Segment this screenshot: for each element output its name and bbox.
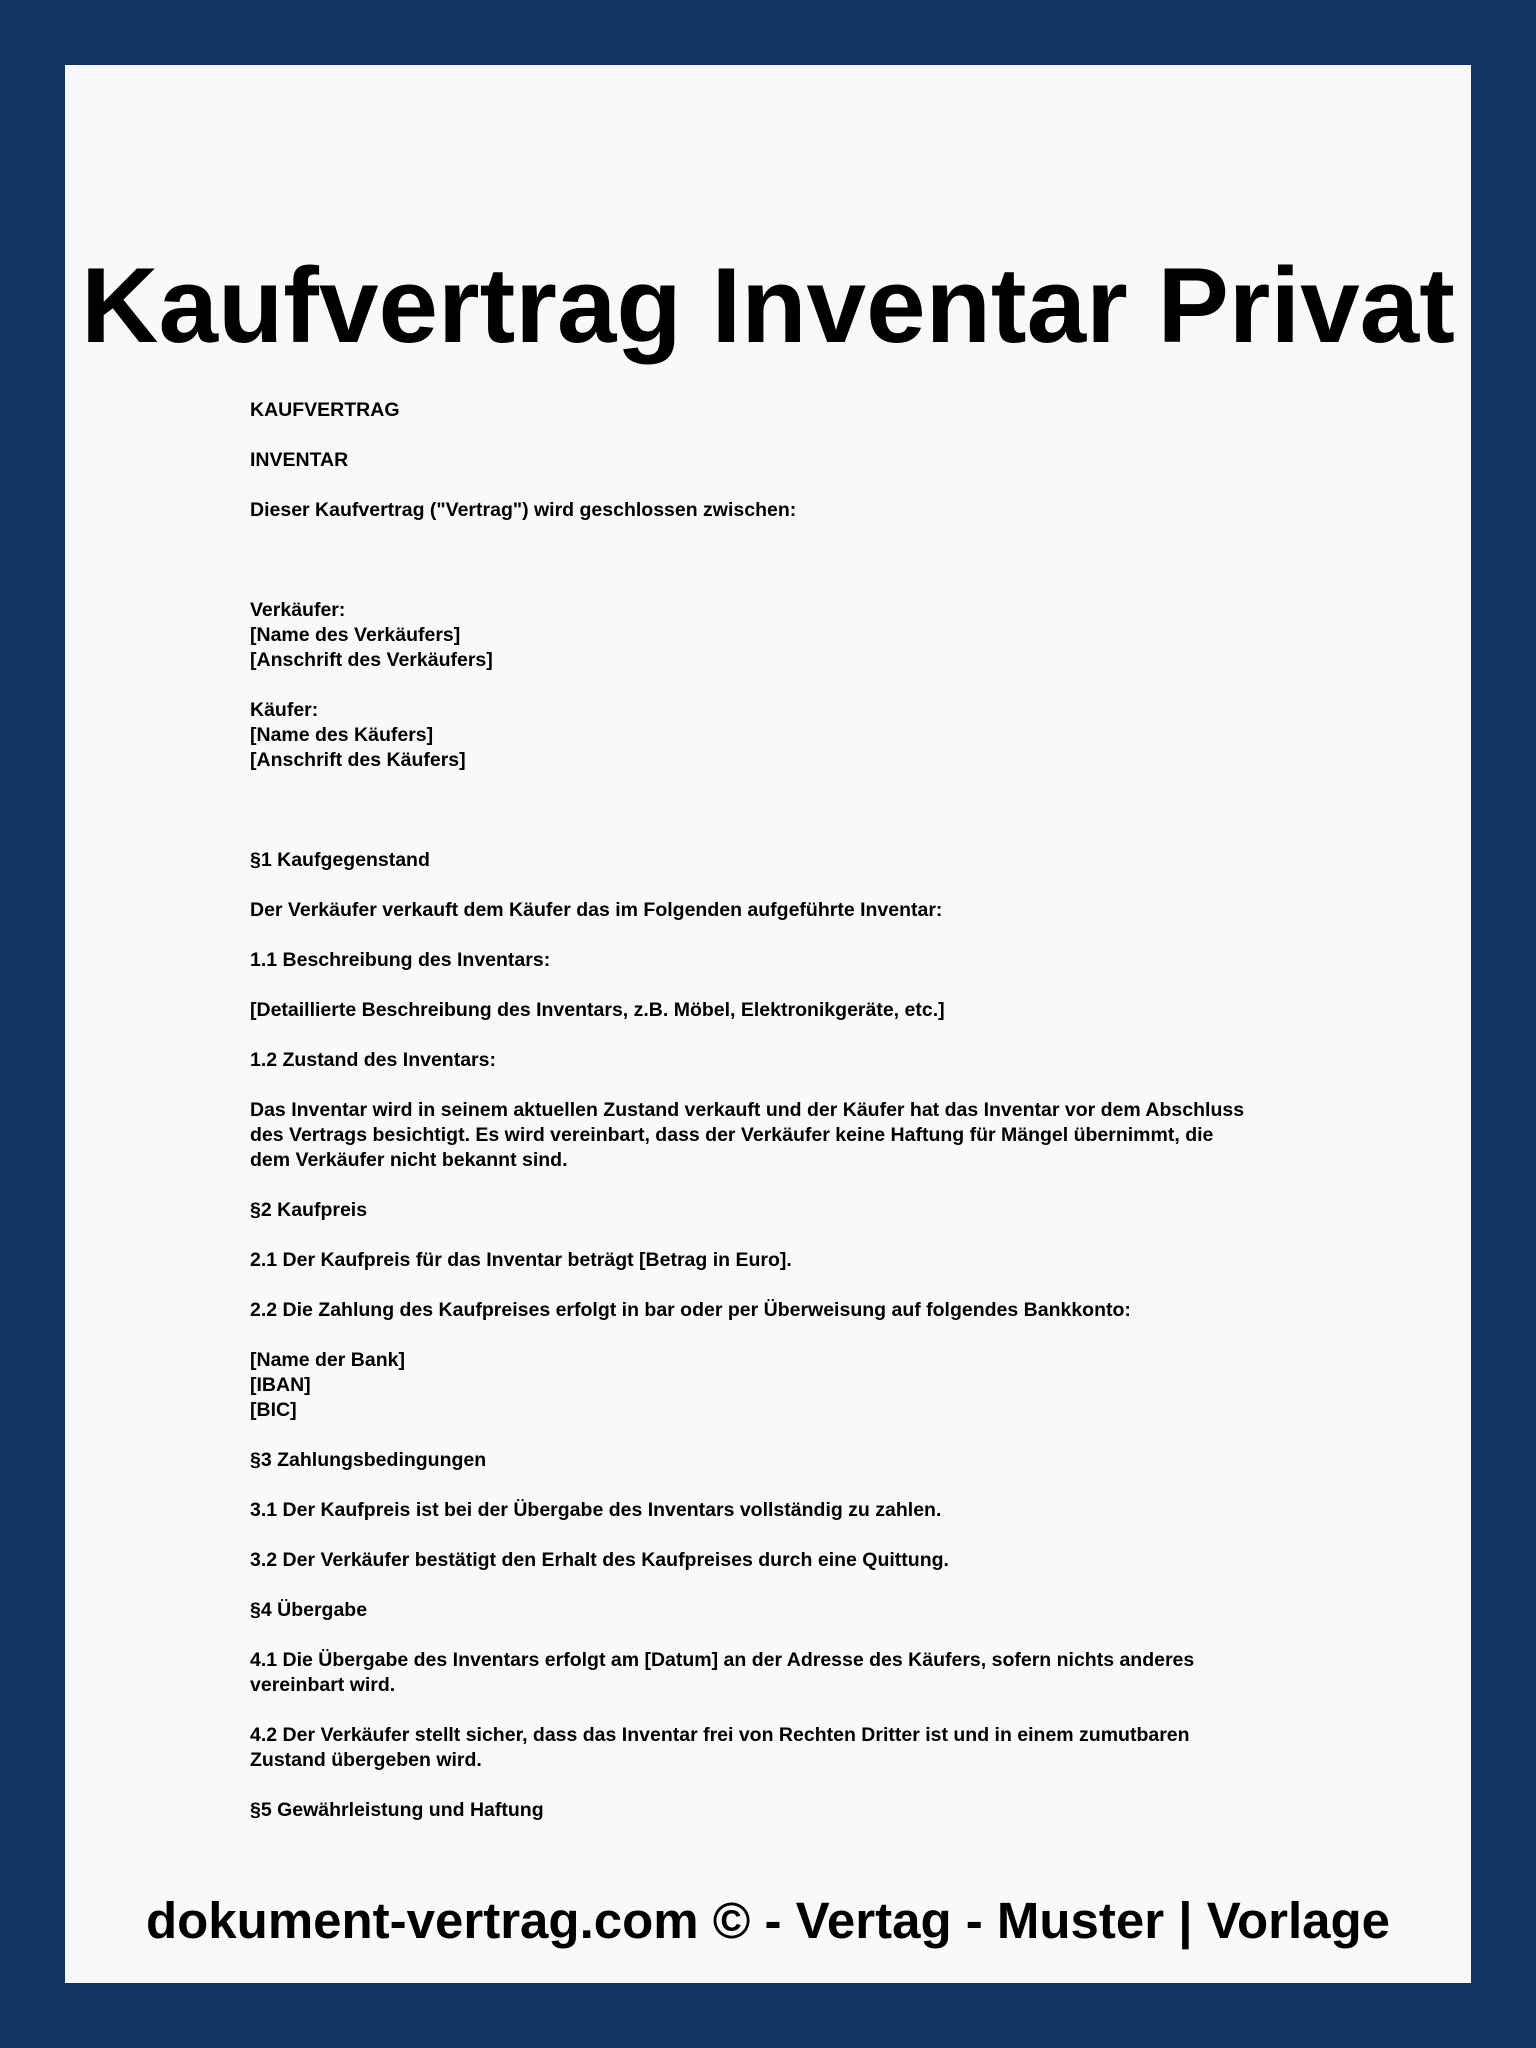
contract-line — [250, 1273, 1350, 1298]
contract-line: 2.1 Der Kaufpreis für das Inventar beträgt [Betrag in Euro]. — [250, 1249, 792, 1271]
contract-line: [Anschrift des Verkäufers] — [250, 649, 493, 671]
contract-line — [250, 523, 1350, 548]
contract-line: 4.1 Die Übergabe des Inventars erfolgt am [Datum] an der Adresse des Käufers, sofern nichts anderes — [250, 1649, 1195, 1671]
contract-line: 1.2 Zustand des Inventars: — [250, 1049, 496, 1071]
contract-line — [250, 423, 1350, 448]
contract-line: §3 Zahlungsbedingungen — [250, 1449, 487, 1471]
contract-line: Käufer: — [250, 699, 319, 721]
contract-line: vereinbart wird. — [250, 1674, 396, 1696]
contract-line: dem Verkäufer nicht bekannt sind. — [250, 1149, 568, 1171]
contract-line — [250, 1573, 1350, 1598]
contract-line — [250, 873, 1350, 898]
contract-line — [250, 1473, 1350, 1498]
contract-line — [250, 1223, 1350, 1248]
contract-line — [250, 473, 1350, 498]
contract-line — [250, 1523, 1350, 1548]
contract-line: Der Verkäufer verkauft dem Käufer das im Folgenden aufgeführte Inventar: — [250, 899, 943, 921]
contract-line: KAUFVERTRAG — [250, 399, 400, 421]
contract-line — [250, 1323, 1350, 1348]
contract-line — [250, 1173, 1350, 1198]
contract-body — [250, 398, 1350, 1823]
contract-line: INVENTAR — [250, 449, 349, 471]
contract-line: Dieser Kaufvertrag ("Vertrag") wird geschlossen zwischen: — [250, 499, 797, 521]
contract-line: §2 Kaufpreis — [250, 1199, 368, 1221]
contract-line: [Name des Verkäufers] — [250, 624, 461, 646]
document-title: Kaufvertrag Inventar Privat — [81, 245, 1455, 365]
contract-line: Verkäufer: — [250, 599, 346, 621]
contract-line — [250, 973, 1350, 998]
contract-line: [Detaillierte Beschreibung des Inventars, z.B. Möbel, Elektronikgeräte, etc.] — [250, 999, 945, 1021]
contract-line — [250, 573, 1350, 598]
contract-line: 4.2 Der Verkäufer stellt sicher, dass das Inventar frei von Rechten Dritter ist und in einem zumutbaren — [250, 1724, 1190, 1746]
contract-line: 3.2 Der Verkäufer bestätigt den Erhalt des Kaufpreises durch eine Quittung. — [250, 1549, 949, 1571]
contract-line: 2.2 Die Zahlung des Kaufpreises erfolgt in bar oder per Überweisung auf folgendes Bankkonto: — [250, 1299, 1131, 1321]
contract-line: 1.1 Beschreibung des Inventars: — [250, 949, 551, 971]
contract-line — [250, 1773, 1350, 1798]
contract-line: [BIC] — [250, 1399, 297, 1421]
footer-watermark: dokument-vertrag.com © - Vertag - Muster | Vorlage — [146, 1892, 1390, 1949]
contract-line — [250, 798, 1350, 823]
contract-line: §1 Kaufgegenstand — [250, 849, 430, 871]
contract-line: Das Inventar wird in seinem aktuellen Zustand verkauft und der Käufer hat das Inventar vor dem Abschluss — [250, 1099, 1245, 1121]
contract-line: [Name der Bank] — [250, 1349, 405, 1371]
contract-line: [Anschrift des Käufers] — [250, 749, 466, 771]
contract-line: Zustand übergeben wird. — [250, 1749, 482, 1771]
contract-line — [250, 548, 1350, 573]
contract-line — [250, 1073, 1350, 1098]
contract-line — [250, 1698, 1350, 1723]
contract-line — [250, 1423, 1350, 1448]
contract-line: §4 Übergabe — [250, 1599, 368, 1621]
contract-line — [250, 773, 1350, 798]
contract-line — [250, 823, 1350, 848]
document-page — [65, 65, 1471, 1983]
contract-line: 3.1 Der Kaufpreis ist bei der Übergabe des Inventars vollständig zu zahlen. — [250, 1499, 942, 1521]
contract-line: §5 Gewährleistung und Haftung — [250, 1799, 544, 1821]
contract-line — [250, 1623, 1350, 1648]
contract-line — [250, 923, 1350, 948]
contract-line — [250, 1023, 1350, 1048]
contract-line — [250, 673, 1350, 698]
contract-line: [IBAN] — [250, 1374, 311, 1396]
contract-line: des Vertrags besichtigt. Es wird vereinbart, dass der Verkäufer keine Haftung für Mängel übernimmt, die — [250, 1124, 1214, 1146]
contract-line: [Name des Käufers] — [250, 724, 434, 746]
